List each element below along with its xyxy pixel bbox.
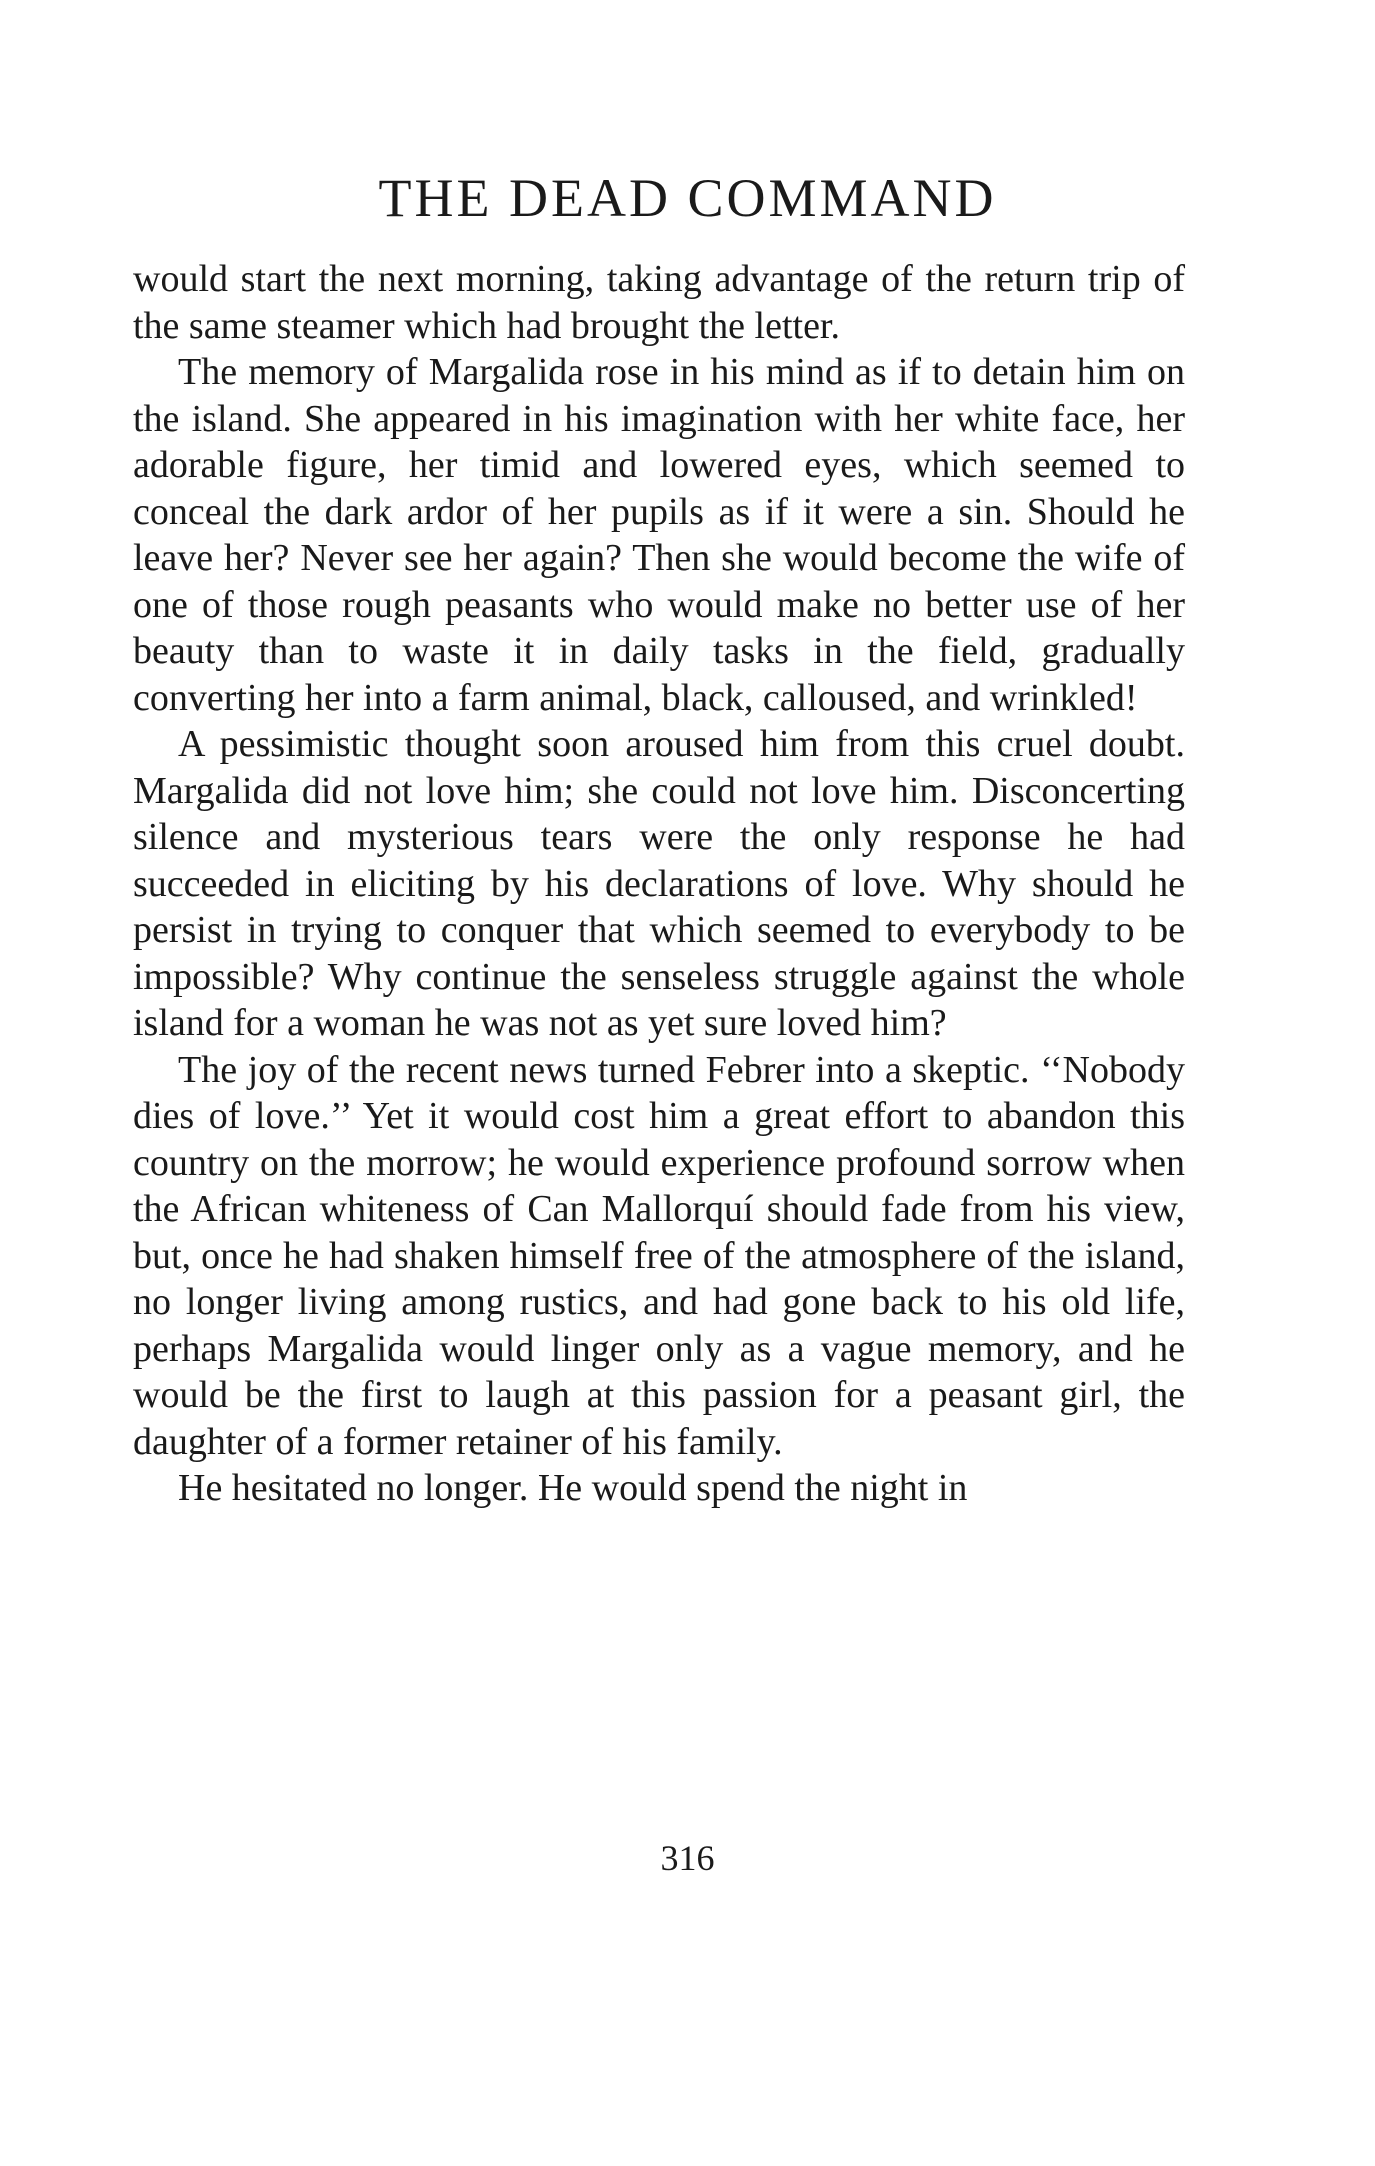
paragraph: He hesitated no longer. He would spend the night in [178, 1467, 968, 1509]
running-head: THE DEAD COMMAND [378, 168, 997, 228]
paragraph: A pessimistic thought soon aroused him from this cruel doubt. Margalida did not love him; she could not love him. Disconcerting silence and mysterious tears were the only response he had succeeded in eliciting by his declarations of love. Why should he persist in trying to conquer that which seemed to everybody to be impossible? Why continue the senseless struggle against the whole island for a woman he was not as yet sure loved him? [133, 723, 1185, 1044]
body-text [133, 256, 1185, 1512]
page-number: 316 [660, 1838, 715, 1878]
paragraph: would start the next morning, taking advantage of the return trip of the same steamer which had brought the letter. [133, 258, 1185, 347]
paragraph: The memory of Margalida rose in his mind as if to detain him on the island. She appeared in his imagination with her white face, her adorable figure, her timid and lowered eyes, which seemed to conceal the dark ardor of her pupils as if it were a sin. Should he leave her? Never see her again? Then she would become the wife of one of those rough peasants who would make no better use of her beauty than to waste it in daily tasks in the field, gradually converting her into a farm animal, black, calloused, and wrinkled! [133, 351, 1185, 719]
paragraph: The joy of the recent news turned Febrer into a skeptic. ‘‘Nobody dies of love.’’ Yet it would cost him a great effort to abandon this country on the morrow; he would experience profound sorrow when the African whiteness of Can Mallorquí should fade from his view, but, once he had shaken himself free of the atmosphere of the island, no longer living among rustics, and had gone back to his old life, perhaps Margalida would linger only as a vague memory, and he would be the first to laugh at this passion for a peasant girl, the daughter of a former retainer of his family. [133, 1048, 1185, 1463]
